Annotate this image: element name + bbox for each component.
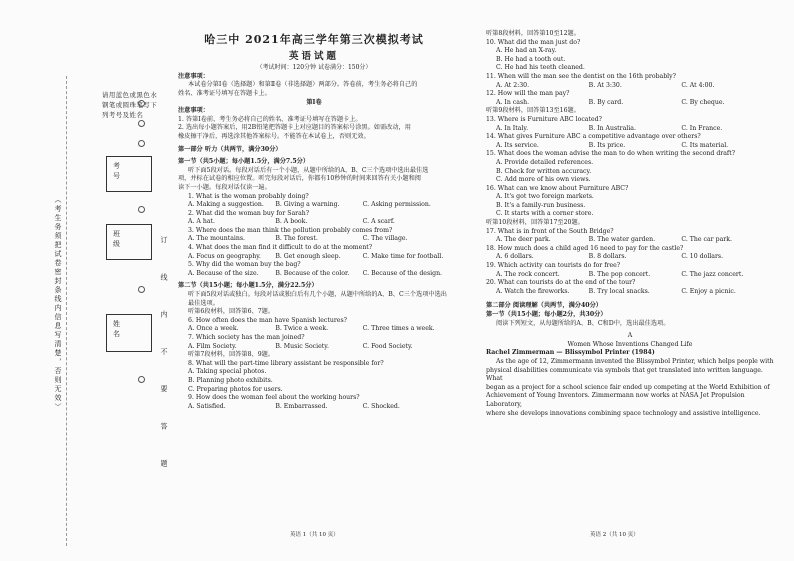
options xyxy=(178,343,450,352)
options xyxy=(178,253,450,262)
passage-letter: A xyxy=(627,332,633,340)
binding-hole xyxy=(138,120,145,127)
option-c[interactable]: C. Shocked. xyxy=(362,402,400,410)
option-b[interactable]: B. The water garden. xyxy=(588,236,656,244)
option-a[interactable]: A. He had an X-ray. xyxy=(496,47,557,55)
option-b[interactable]: B. He had a tooth out. xyxy=(496,55,566,63)
passage-line: began as a project for a school science fair ended up competing at the World Exhibition of xyxy=(486,383,770,391)
option-b[interactable]: B. Check for written accuracy. xyxy=(496,167,592,175)
section1-heading: 第一节（共5小题；每小题1.5分，满分7.5分） xyxy=(178,158,310,166)
binding-hole xyxy=(138,286,145,293)
notice-line: 姓名、准考证号填写在答题卡上。 xyxy=(178,89,271,97)
option-a[interactable]: A. Its service. xyxy=(496,141,539,149)
options xyxy=(178,325,450,334)
option-c[interactable]: C. Its material. xyxy=(681,141,729,149)
option-c[interactable]: C. Because of the design. xyxy=(362,269,443,277)
option-a[interactable]: A. The mountains. xyxy=(188,235,245,243)
name-box[interactable] xyxy=(106,314,152,352)
question: 12. How will the man pay? xyxy=(486,90,570,98)
options xyxy=(486,288,774,297)
requirement-line: 2. 选出每小题答案后，用2B铅笔把答题卡上对应题目的答案标号涂黑。如需改动，用 xyxy=(178,124,411,132)
question: 4. What does the man find it difficult to do at the moment? xyxy=(188,244,373,252)
option-a[interactable]: A. In Italy. xyxy=(496,124,529,132)
left-column xyxy=(178,34,450,411)
part2-heading: 第二部分 阅读理解（共两节，满分40分） xyxy=(486,302,602,310)
option-c[interactable]: C. At 4:00. xyxy=(681,81,715,89)
question: 14. What gives Furniture ABC a competitive advantage over others? xyxy=(486,133,701,141)
listen-instruction: 听第7段材料，回答第8、9题。 xyxy=(188,351,275,359)
listen-instruction: 听第10段材料，回答第17至20题。 xyxy=(486,219,584,227)
option-c[interactable]: C. Add more of his own views. xyxy=(496,176,591,184)
listen-instruction: 听第9段材料，回答第13至16题。 xyxy=(486,107,580,115)
question: 1. What is the woman probably doing? xyxy=(188,192,309,200)
option-c[interactable]: C. 10 dollars. xyxy=(681,253,724,261)
options xyxy=(178,270,450,279)
question: 10. What did the man just do? xyxy=(486,38,581,46)
option-c[interactable]: C. Make time for football. xyxy=(362,252,444,260)
option-c[interactable]: C. Asking permission. xyxy=(362,201,431,209)
option-a[interactable]: A. In cash. xyxy=(496,98,530,106)
requirement-line: 1. 答第Ⅰ卷前，考生务必将自己的姓名、准考证号填写在答题卡上。 xyxy=(178,115,362,123)
option-b[interactable]: B. Because of the color. xyxy=(275,269,350,277)
passage-line: As the age of 12, Zimmermann invented the Blissymbol Printer, which helps people with xyxy=(496,357,774,365)
name-label: 姓 名 xyxy=(113,320,128,338)
section1-line: 听下面5段对话。每段对话后有一个小题，从题中所给的A、B、C三个选项中选出最佳选 xyxy=(188,166,429,174)
question: 8. What will the part-time library assistant be responsible for? xyxy=(188,359,384,367)
question: 5. Why did the woman buy the bag? xyxy=(188,261,301,269)
question: 19. Which activity can tourists do for free? xyxy=(486,262,621,270)
option-a[interactable]: A. At 2:30. xyxy=(496,81,530,89)
option-a[interactable]: A. Satisfied. xyxy=(188,402,226,410)
option-c[interactable]: C. The car park. xyxy=(681,236,732,244)
option-b[interactable]: B. Twice a week. xyxy=(275,325,329,333)
option-c[interactable]: C. In France. xyxy=(681,124,723,132)
question: 7. Which society has the man joined? xyxy=(188,334,305,341)
section1-line: 项，并标在试卷的相应位置。听完每段对话后，你都有10秒钟的时间来回答有关小题和阅 xyxy=(178,175,421,183)
option-a[interactable]: A. The rock concert. xyxy=(496,270,560,278)
options xyxy=(486,125,774,134)
section2-heading: 第二节（共15小题；每小题1.5分，满分22.5分） xyxy=(178,282,318,290)
options xyxy=(486,142,774,151)
option-c[interactable]: C. Enjoy a picnic. xyxy=(681,287,736,295)
binding-hole xyxy=(138,140,145,147)
passage-line: where she develops innovations combining space technology and assistive intelligence. xyxy=(486,409,761,417)
options xyxy=(486,236,774,245)
option-b[interactable]: B. Embarrassed. xyxy=(275,402,328,410)
binding-hole xyxy=(138,206,145,213)
seal-line xyxy=(66,76,67,546)
passage-title: Women Whose Inventions Changed Life xyxy=(567,340,693,348)
exam-number-label: 考 号 xyxy=(113,162,128,180)
question: 3. Where does the man think the pollution probably comes from? xyxy=(188,226,393,234)
question: 11. When will the man see the dentist on the 16th probably? xyxy=(486,72,676,80)
option-a[interactable]: A. Provide detailed references. xyxy=(496,158,594,166)
requirements-title: 注意事项： xyxy=(178,107,209,115)
option-c[interactable]: C. He had his teeth cleaned. xyxy=(496,64,585,72)
binding-hole xyxy=(138,376,145,383)
part2-instruction: 阅读下列短文，从每题所给的A、B、C和D中，选出最佳选项。 xyxy=(496,319,670,327)
option-b[interactable]: B. Giving a warning. xyxy=(275,201,340,209)
seal-notice-vertical: （考生务须把试卷密封条线内信息写清楚，否则无效） xyxy=(54,196,62,412)
option-c[interactable]: C. By cheque. xyxy=(681,98,725,106)
option-a[interactable]: A. Because of the size. xyxy=(188,269,259,277)
option-a[interactable]: A. 6 dollars. xyxy=(496,253,534,261)
option-b[interactable]: B. Get enough sleep. xyxy=(275,252,341,260)
question: 9. How does the woman feel about the working hours? xyxy=(188,394,360,402)
option-b[interactable]: B. A book. xyxy=(275,218,308,226)
passage-line: physical disabilities communicate via symbols that get translated into written language. What xyxy=(486,366,763,383)
option-a[interactable]: A. A hat. xyxy=(188,218,215,226)
option-b[interactable]: B. The forest. xyxy=(275,235,318,243)
section2-line: 听下面5段对话或独白。每段对话或独白后有几个小题，从题中所给的A、B、C三个选项中选出最佳选项。 xyxy=(188,291,447,307)
option-c[interactable]: C. Three times a week. xyxy=(362,325,435,333)
question: 2. What did the woman buy for Sarah? xyxy=(188,209,310,217)
page-footer-left: 英语 1（共 10 页） xyxy=(290,532,339,538)
option-b[interactable]: B. 8 dollars. xyxy=(588,253,627,261)
class-label: 班 级 xyxy=(113,230,128,248)
option-c[interactable]: C. The village. xyxy=(362,235,408,243)
option-b[interactable]: B. At 3:30. xyxy=(588,81,622,89)
binding-hole xyxy=(138,100,145,107)
requirement-line: 橡皮擦干净后，再选涂其他答案标号。不能答在本试卷上，否则无效。 xyxy=(178,132,370,140)
option-b[interactable]: B. Try local snacks. xyxy=(588,287,650,295)
notice-title: 注意事项： xyxy=(178,72,209,80)
question: 16. What can we know about Furniture ABC? xyxy=(486,184,629,192)
question: 18. How much does a child aged 16 need to pay for the castle? xyxy=(486,244,684,252)
no-answer-zone-vertical: 订 线 内 不 要 答 题 xyxy=(160,236,168,481)
option-c[interactable]: C. Preparing photos for users. xyxy=(188,385,283,393)
listen-instruction: 听第6段材料，回答第6、7题。 xyxy=(188,308,275,316)
options xyxy=(486,82,774,91)
option-c[interactable]: C. Food Society. xyxy=(362,342,413,350)
part2-section1-heading: 第一节（共15小题；每小题2分，共30分） xyxy=(486,311,607,318)
part1-heading: 第一部分 听力（共两节，满分30分） xyxy=(178,145,282,153)
notice-line: 本试卷分第Ⅰ卷（选择题）和第Ⅱ卷（非选择题）两部分。答卷前，考生务必将自己的 xyxy=(188,81,418,89)
options xyxy=(178,218,450,227)
question: 20. What can tourists do at the end of the tour? xyxy=(486,279,636,287)
passage-subtitle: Rachel Zimmerman — Blissymbol Printer (1984) xyxy=(486,349,655,357)
fill-instructions: 请用蓝色或黑色水钢笔或圆珠笔写下列考号及姓名 xyxy=(102,91,158,120)
option-b[interactable]: B. Planning photo exhibits. xyxy=(188,376,273,384)
page-footer-right: 英语 2（共 10 页） xyxy=(590,532,639,538)
section1-line: 读下一小题。每段对话仅读一遍。 xyxy=(178,183,271,191)
volume-title: 第Ⅰ卷 xyxy=(306,98,322,106)
option-a[interactable]: A. The deer park. xyxy=(496,236,551,244)
option-a[interactable]: A. Film Society. xyxy=(188,342,237,350)
option-a[interactable]: A. It's got two foreign markets. xyxy=(496,193,594,201)
option-a[interactable]: A. Focus on geography. xyxy=(188,252,261,260)
question: 6. How often does the man have Spanish lectures? xyxy=(188,316,347,324)
question: 17. What is in front of the South Bridge? xyxy=(486,227,614,235)
binding-strip xyxy=(22,36,168,516)
option-c[interactable]: C. The jazz concert. xyxy=(681,270,744,278)
options xyxy=(178,201,450,210)
option-b[interactable]: B. It's a family-run business. xyxy=(496,201,586,209)
option-a[interactable]: A. Taking special photos. xyxy=(188,368,267,376)
option-a[interactable]: A. Watch the fireworks. xyxy=(496,287,570,295)
option-a[interactable]: A. Once a week. xyxy=(188,325,239,333)
options xyxy=(178,403,450,412)
exam-number-box[interactable] xyxy=(106,156,152,192)
question: 13. Where is Furniture ABC located? xyxy=(486,115,602,123)
options xyxy=(178,235,450,244)
right-column xyxy=(486,30,774,418)
option-c[interactable]: C. A scarf. xyxy=(362,218,395,226)
passage-line: Achievement of Young Inventors. Zimmermann now works at NASA Jet Propulsion Laboratory, xyxy=(486,392,745,408)
option-b[interactable]: B. In Australia. xyxy=(588,124,636,132)
listen-instruction: 听第8段材料，回答第10至12题。 xyxy=(486,30,580,37)
option-b[interactable]: B. Its price. xyxy=(588,141,626,149)
option-b[interactable]: B. The pop concert. xyxy=(588,270,651,278)
option-b[interactable]: B. Music Society. xyxy=(275,342,329,350)
options xyxy=(486,253,774,262)
question: 15. What does the woman advise the man to do when writing the second draft? xyxy=(486,150,736,158)
option-a[interactable]: A. Making a suggestion. xyxy=(188,201,264,209)
exam-title: 哈三中 2021年高三学年第三次模拟考试 xyxy=(204,33,424,46)
class-box[interactable] xyxy=(106,224,152,260)
exam-info: （考试时间：120分钟 试卷满分：150分） xyxy=(256,64,372,72)
options xyxy=(486,271,774,280)
option-b[interactable]: B. By card. xyxy=(588,98,624,106)
option-c[interactable]: C. It starts with a corner store. xyxy=(496,210,594,218)
subject-title: 英语试题 xyxy=(288,50,339,62)
